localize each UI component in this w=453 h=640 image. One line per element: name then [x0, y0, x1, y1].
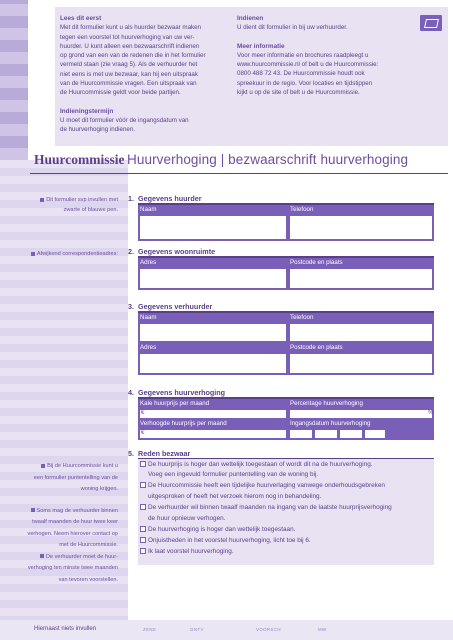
verhuurder-adres-field[interactable]	[139, 353, 287, 374]
bullet-icon	[40, 198, 44, 202]
section-title: Gegevens huurverhoging	[138, 388, 226, 397]
reden-item-note	[140, 470, 432, 480]
info-left-column	[60, 14, 230, 135]
section-title: Reden bezwaar	[138, 449, 191, 458]
info-line: U dient dit formulier in bij uw verhuurder.	[237, 24, 348, 32]
info-line: spreekuur in de regio. Voor locaties en tijdstippen	[237, 79, 373, 87]
verhuurder-telefoon-field[interactable]	[289, 323, 433, 342]
percent-suffix: %	[428, 409, 434, 416]
footer-label: Hiernaast niets invullen	[34, 626, 97, 632]
note-line: woning krijgen.	[80, 486, 118, 492]
verhoogde-huurprijs-field[interactable]	[139, 429, 287, 439]
info-line: kijkt u op de site of belt u de Huurcommissie.	[237, 89, 360, 97]
info-line: de huurverhoging indienen.	[60, 126, 135, 134]
info-line: 0800 488 72 43. De Huurcommissie houdt ook	[237, 70, 365, 78]
side-pattern-top	[0, 0, 28, 160]
section-2-heading	[128, 247, 215, 256]
note-line: verhoging ten minste twee maanden	[27, 565, 118, 571]
note-line: verhogen. Neem hierover contact op	[27, 530, 118, 537]
indieningstermijn-heading: Indieningstermijn	[60, 107, 114, 115]
note-line: twaalf maanden de huur twee keer	[32, 519, 118, 525]
checkbox[interactable]	[140, 526, 146, 532]
reden-item	[140, 536, 432, 546]
note-line: Afwijkend correspondentieadres:	[36, 251, 118, 257]
meer-informatie-heading: Meer informatie	[237, 42, 285, 50]
info-line: www.huurcommissie.nl of belt u de Huurcommissie:	[237, 61, 379, 69]
checkbox[interactable]	[140, 548, 146, 554]
note-line: een formulier puntentelling van de	[33, 474, 118, 481]
note-line: Dit formulier svp invullen met	[46, 197, 118, 203]
reden-item-note	[140, 492, 432, 502]
stamp-ontv: ONTV	[190, 627, 204, 632]
lees-dit-eerst-text	[60, 23, 230, 97]
verhoogde-huurprijs-label: Verhoogde huurprijs per maand	[138, 419, 288, 429]
address-note	[8, 249, 118, 259]
header-divider	[127, 173, 448, 174]
verhuurder-naam-label: Naam	[138, 313, 288, 323]
checkbox[interactable]	[140, 537, 146, 543]
note-spacer	[8, 496, 118, 506]
indieningstermijn-text	[60, 116, 230, 135]
stamp-mw: MW	[318, 627, 327, 632]
bullet-icon	[31, 252, 35, 256]
note-line: met de Huurcommissie.	[59, 542, 118, 548]
kale-huurprijs-label: Kale huurprijs per maand	[138, 399, 288, 409]
percentage-field[interactable]	[289, 409, 433, 419]
lees-dit-eerst-heading: Lees dit eerst	[60, 15, 102, 22]
meer-informatie-text	[237, 51, 437, 97]
info-line: van de Huurcommissie vragen. Een uitspraak van	[60, 80, 197, 88]
info-box	[55, 7, 448, 146]
section-title: Gegevens woonruimte	[138, 247, 216, 256]
verhuurder-adres-label: Adres	[138, 343, 288, 353]
info-line: U moet dit formulier vóór de ingangsdatum van	[60, 116, 189, 124]
info-line: op grond van een van de redenen die in het formulier	[60, 52, 206, 60]
woonruimte-postcode-field[interactable]	[289, 268, 433, 289]
stamp-voorsch: VOORSCH	[256, 627, 281, 632]
reden-text: Voeg een ingevuld formulier puntentelling van de woning bij.	[148, 471, 319, 478]
info-line: vermeld staan (zie vraag 5). Als de verhuurder het	[60, 61, 198, 69]
info-line: de Huurcommissie geldt voor beide partijen.	[60, 89, 181, 97]
percentage-label: Percentage huurverhoging	[288, 399, 434, 409]
page-title: Huurverhoging | bezwaarschrift huurverhoging	[127, 152, 409, 167]
ingangsdatum-extra-field[interactable]	[364, 429, 386, 439]
section-title: Gegevens verhuurder	[138, 302, 213, 311]
reden-item-note	[140, 514, 432, 524]
section-title: Gegevens huurder	[138, 194, 202, 203]
kale-huurprijs-field[interactable]	[139, 409, 287, 419]
ingangsdatum-month-field[interactable]	[314, 429, 338, 439]
bottom-notes	[8, 461, 118, 586]
section-number: 1.	[128, 194, 134, 203]
reden-item	[140, 525, 432, 535]
section-number: 3.	[128, 302, 134, 311]
euro-prefix: €	[141, 429, 145, 436]
section-number: 2.	[128, 247, 134, 256]
verhuurder-telefoon-label: Telefoon	[288, 313, 434, 323]
note-line: Bij de Huurcommissie kunt u	[47, 463, 118, 469]
reden-item	[140, 481, 432, 491]
section-4-heading	[128, 388, 225, 397]
verhuurder-postcode-field[interactable]	[289, 353, 433, 374]
info-line: huurder. U kunt alleen een bezwaarschrift indienen	[60, 42, 200, 50]
note-line: van tevoren voorstellen.	[58, 576, 118, 583]
section-5-heading	[128, 449, 190, 458]
verhuurder-postcode-label: Postcode en plaats	[288, 343, 434, 353]
info-line: niet eens is met uw bezwaar, kan hij een uitspraak	[60, 70, 198, 78]
huurder-naam-label: Naam	[138, 205, 288, 215]
reden-item	[140, 503, 432, 513]
checkbox[interactable]	[140, 504, 146, 510]
info-right-column	[237, 14, 437, 97]
reden-text: uitgesproken of heeft het verzoek hierom nog in behandeling.	[148, 493, 322, 500]
indienen-text	[237, 23, 437, 32]
checkbox[interactable]	[140, 461, 146, 467]
section-3-heading	[128, 302, 212, 311]
info-line: tegen een voorstel tot huurverhoging van uw ver-	[60, 33, 195, 41]
note-line: Soms mag de verhuurder binnen	[36, 507, 118, 514]
ingangsdatum-label: Ingangsdatum huurverhoging	[288, 419, 434, 429]
note-line: De verhuurder moet de huur-	[45, 553, 118, 560]
euro-prefix: €	[141, 409, 145, 416]
bullet-icon	[41, 464, 45, 468]
section-number: 4.	[128, 388, 134, 397]
ink-note	[8, 195, 118, 215]
header-divider-left	[30, 173, 127, 174]
reden-text: Onjuistheden in het voorstel huurverhoging, licht toe bij 6.	[148, 537, 311, 544]
section-number: 5.	[128, 449, 134, 458]
reden-text: De verhuurder wil binnen twaalf maanden na ingang van de laatste huurprijsverhoging	[148, 504, 392, 511]
reden-text: De Huurcommissie heeft een tijdelijke huurverlaging vanwege onderhoudsgebreken	[148, 482, 385, 489]
ingangsdatum-year-field[interactable]	[339, 429, 363, 439]
indienen-heading: Indienen	[237, 15, 264, 22]
reden-item	[140, 460, 432, 470]
reden-text: de huur opnieuw verhogen.	[148, 515, 226, 522]
woonruimte-adres-label: Adres	[138, 258, 288, 268]
info-line: Voor meer informatie en brochures raadpleegt u	[237, 51, 369, 59]
org-name: Huurcommissie	[34, 152, 125, 167]
info-line: Met dit formulier kunt u als huurder bezwaar maken	[60, 24, 202, 32]
checkbox[interactable]	[140, 482, 146, 488]
reden-text: De huurprijs is hoger dan wettelijk toegestaan of wordt dit na de huurverhoging.	[148, 461, 373, 468]
huurder-telefoon-field[interactable]	[289, 215, 433, 240]
woonruimte-adres-field[interactable]	[139, 268, 287, 289]
section-1-heading	[128, 194, 202, 203]
stamp-zene: ZENE	[143, 627, 157, 632]
note-line: zwarte of blauwe pen.	[63, 207, 118, 213]
ingangsdatum-day-field[interactable]	[289, 429, 313, 439]
reden-text: De huurverhoging is hoger dan wettelijk toegestaan.	[148, 526, 296, 533]
huurder-naam-field[interactable]	[139, 215, 287, 240]
verhuurder-naam-field[interactable]	[139, 323, 287, 342]
woonruimte-postcode-label: Postcode en plaats	[288, 258, 434, 268]
huurder-telefoon-label: Telefoon	[288, 205, 434, 215]
bullet-icon	[31, 508, 35, 512]
form-icon	[420, 15, 442, 31]
reden-text: Ik laat voorstel huurverhoging.	[148, 548, 234, 555]
reden-item	[140, 547, 432, 557]
bullet-icon	[40, 554, 44, 558]
